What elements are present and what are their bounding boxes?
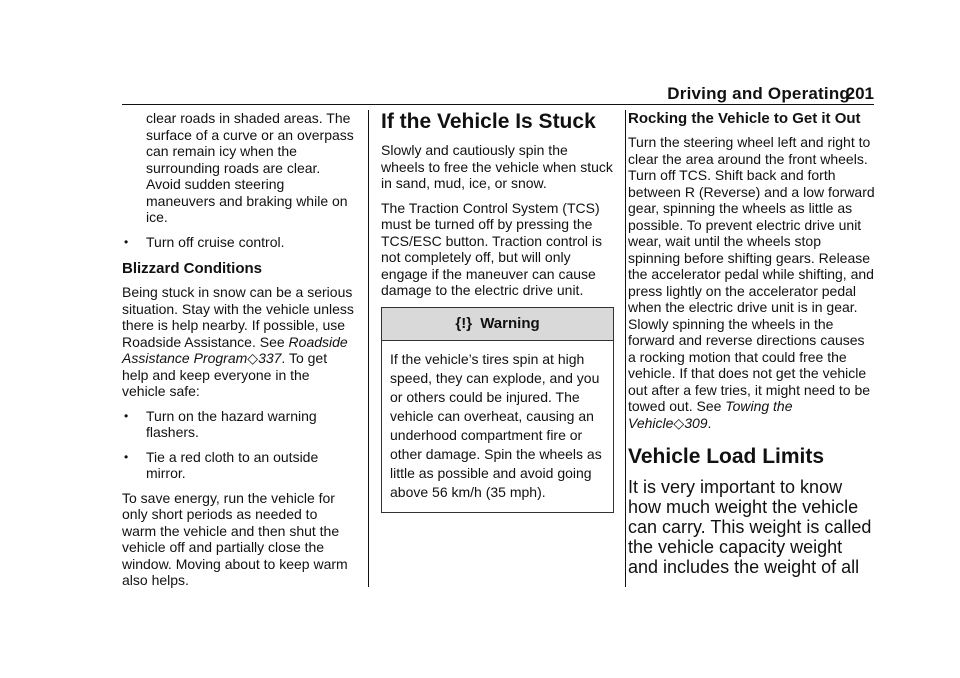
page-number: 201 (845, 84, 874, 103)
heading-blizzard-conditions: Blizzard Conditions (122, 260, 262, 277)
stuck-paragraph-2: The Traction Control System (TCS) must be turned off by pressing the TCS/ESC button. Traction control is not completely off, but will only engage if the maneuver can cause damage to the electric drive unit. (381, 199, 602, 298)
bullet-red-cloth: • Tie a red cloth to an outside mirror. (122, 449, 355, 482)
heading-vehicle-stuck: If the Vehicle Is Stuck (381, 110, 596, 133)
warning-header (382, 308, 613, 341)
page-header (0, 84, 960, 104)
continued-text: clear roads in shaded areas. The surface of a curve or an overpass can remain icy when the surrounding roads are clear. Avoid sudden steering maneuvers and braking while on ice. (146, 110, 354, 225)
towing-vehicle-page[interactable]: 309 (684, 414, 708, 431)
stuck-paragraph-1: Slowly and cautiously spin the wheels to free the vehicle when stuck in sand, mud, ice, or snow. (381, 142, 613, 191)
warning-box (381, 307, 614, 513)
blizzard-paragraph: Being stuck in snow can be a serious situation. Stay with the vehicle unless there is help nearby. If possible, use Roadside Assistance. See Roadside Assistance Program◇337. To get help and keep everyone in the vehicle safe: (122, 284, 354, 399)
column-divider-1 (368, 110, 369, 587)
save-energy-paragraph: To save energy, run the vehicle for only short periods as needed to warm the vehicle and then shut the vehicle off and partially close the window. Moving about to keep warm also helps. (122, 489, 348, 588)
column-divider-2 (625, 110, 626, 587)
section-title: Driving and Operating (667, 84, 850, 103)
page-ref-icon: ◇ (247, 350, 259, 366)
roadside-assistance-page[interactable]: 337 (258, 350, 282, 366)
bullet-hazard-flashers: • Turn on the hazard warning flashers. (122, 408, 355, 441)
heading-rocking-vehicle: Rocking the Vehicle to Get it Out (628, 110, 861, 127)
warning-text: If the vehicle’s tires spin at high speed, they can explode, and you or others could be injured. The vehicle can overheat, causing an underhood compartment fire or other damage. Spin the wheels as little as possible and avoid going above 56 km/h (35 mph). (390, 350, 602, 500)
page-ref-icon: ◇ (673, 414, 685, 431)
column-1 (122, 110, 355, 597)
bullet-cruise-control: • Turn off cruise control. (122, 234, 355, 251)
roadside-assistance-link[interactable]: Roadside Assistance Program (122, 333, 348, 366)
header-rule (122, 104, 874, 105)
towing-vehicle-link[interactable]: Towing the Vehicle (628, 398, 793, 431)
load-limits-paragraph: It is very important to know how much weight the vehicle can carry. This weight is called the vehicle capacity weight and includes the weight of all (628, 477, 872, 577)
warning-icon: {!} (455, 314, 473, 332)
heading-vehicle-load-limits: Vehicle Load Limits (628, 445, 825, 468)
column-3 (628, 110, 876, 585)
rocking-paragraph: Turn the steering wheel left and right to clear the area around the front wheels. Turn off TCS. Shift back and forth between R (Reverse) and a low forward gear, spinning the wheels as little as possible. To prevent electric drive unit wear, wait until the wheels stop spinning before shifting gears. Release the accelerator pedal while shifting, and press lightly on the accelerator pedal when the electric drive unit is in gear. Slowly spinning the wheels in the forward and reverse directions causes a rocking motion that could free the vehicle. If that does not get the vehicle out after a few tries, it might need to be towed out. See Towing the Vehicle◇309. (628, 134, 875, 431)
warning-title: Warning (480, 314, 540, 332)
column-2 (381, 110, 614, 513)
